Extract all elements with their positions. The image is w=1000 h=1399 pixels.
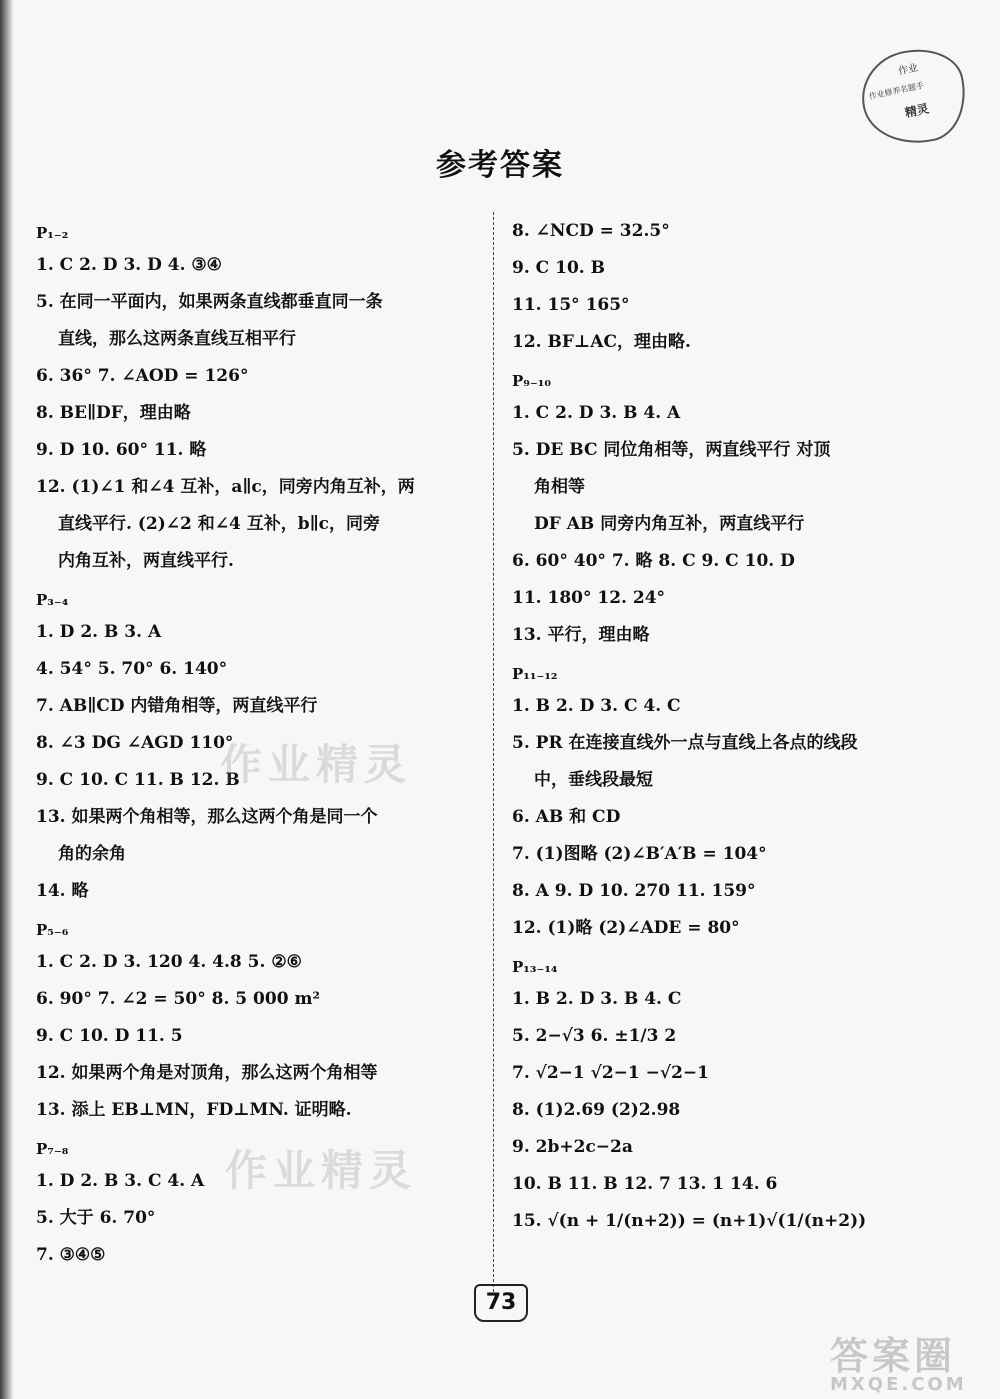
stamp-line-2: 作业修养名题手 bbox=[868, 80, 925, 102]
answer-line: 15. √(n + 1/(n+2)) = (n+1)√(1/(n+2)) bbox=[512, 1211, 867, 1231]
answer-line: 1. B 2. D 3. C 4. C bbox=[512, 696, 681, 716]
answer-line: 5. 2−√3 6. ±1/3 2 bbox=[512, 1026, 677, 1046]
answer-line: 6. AB 和 CD bbox=[512, 807, 621, 827]
section-header: P₁₋₂ bbox=[36, 224, 69, 242]
answer-line: 6. 60° 40° 7. 略 8. C 9. C 10. D bbox=[512, 551, 795, 571]
section-header: P₁₃₋₁₄ bbox=[512, 958, 558, 976]
answer-line: 8. BE∥DF，理由略 bbox=[36, 403, 191, 423]
site-watermark-url: MXQE.COM bbox=[830, 1374, 967, 1395]
section-header: P₅₋₆ bbox=[36, 921, 69, 939]
page-title: 参考答案 bbox=[436, 148, 564, 183]
answer-line: 8. ∠3 DG ∠AGD 110° bbox=[36, 733, 234, 753]
answer-line: 10. B 11. B 12. 7 13. 1 14. 6 bbox=[512, 1174, 778, 1194]
answer-line: 14. 略 bbox=[36, 881, 89, 901]
watermark: 作业精灵 bbox=[220, 740, 413, 789]
answer-line: 11. 180° 12. 24° bbox=[512, 588, 666, 608]
answer-line: 1. B 2. D 3. B 4. C bbox=[512, 989, 682, 1009]
answer-line: 8. ∠NCD = 32.5° bbox=[512, 221, 670, 241]
answer-line: 7. AB∥CD 内错角相等，两直线平行 bbox=[36, 696, 318, 716]
answer-line: 12. (1)略 (2)∠ADE = 80° bbox=[512, 918, 740, 938]
answer-line: 7. ③④⑤ bbox=[36, 1245, 106, 1265]
answer-line: 12. 如果两个角是对顶角，那么这两个角相等 bbox=[36, 1063, 378, 1083]
answer-line: 4. 54° 5. 70° 6. 140° bbox=[36, 659, 228, 679]
answer-line: 13. 如果两个角相等，那么这两个角是同一个 bbox=[36, 807, 378, 827]
answer-line: 1. C 2. D 3. 120 4. 4.8 5. ②⑥ bbox=[36, 952, 302, 972]
stamp-line-3: 精灵 bbox=[903, 101, 931, 121]
binding-edge bbox=[0, 0, 14, 1399]
answer-line: 7. √2−1 √2−1 −√2−1 bbox=[512, 1063, 709, 1083]
section-header: P₃₋₄ bbox=[36, 591, 69, 609]
answer-line: 5. 大于 6. 70° bbox=[36, 1208, 156, 1228]
answer-line: 9. C 10. D 11. 5 bbox=[36, 1026, 183, 1046]
answer-line: 6. 36° 7. ∠AOD = 126° bbox=[36, 366, 249, 386]
answer-line: DF AB 同旁内角互补，两直线平行 bbox=[534, 514, 805, 534]
answer-line: 内角互补，两直线平行. bbox=[58, 551, 234, 571]
answer-line: 5. 在同一平面内，如果两条直线都垂直同一条 bbox=[36, 292, 383, 312]
right-answer-column bbox=[512, 218, 972, 1245]
answer-line: 1. C 2. D 3. B 4. A bbox=[512, 403, 681, 423]
answer-line: 12. (1)∠1 和∠4 互补，a∥c，同旁内角互补，两 bbox=[36, 477, 415, 497]
answer-line: 1. C 2. D 3. D 4. ③④ bbox=[36, 255, 222, 275]
site-watermark bbox=[830, 1325, 967, 1395]
answer-line: 5. PR 在连接直线外一点与直线上各点的线段 bbox=[512, 733, 858, 753]
answer-line: 直线，那么这两条直线互相平行 bbox=[58, 329, 296, 349]
answer-line: 角相等 bbox=[534, 477, 585, 497]
section-header: P₉₋₁₀ bbox=[512, 372, 551, 390]
answer-line: 8. A 9. D 10. 270 11. 159° bbox=[512, 881, 756, 901]
stamp-line-1: 作业 bbox=[897, 62, 920, 78]
answer-line: 9. 2b+2c−2a bbox=[512, 1137, 633, 1157]
section-header: P₇₋₈ bbox=[36, 1140, 69, 1158]
answer-line: 13. 平行，理由略 bbox=[512, 625, 650, 645]
section-header: P₁₁₋₁₂ bbox=[512, 665, 558, 683]
answer-line: 8. (1)2.69 (2)2.98 bbox=[512, 1100, 681, 1120]
page-number: 73 bbox=[474, 1284, 528, 1322]
answer-line: 13. 添上 EB⊥MN，FD⊥MN. 证明略. bbox=[36, 1100, 352, 1120]
answer-line: 5. DE BC 同位角相等，两直线平行 对顶 bbox=[512, 440, 831, 460]
column-divider bbox=[493, 212, 494, 1292]
answer-line: 12. BF⊥AC，理由略. bbox=[512, 332, 691, 352]
answer-line: 6. 90° 7. ∠2 = 50° 8. 5 000 m² bbox=[36, 989, 320, 1009]
watermark: 作业精灵 bbox=[225, 1146, 418, 1195]
publisher-stamp bbox=[853, 40, 974, 154]
answer-line: 11. 15° 165° bbox=[512, 295, 630, 315]
site-watermark-title: 答案圈 bbox=[830, 1334, 957, 1378]
answer-line: 直线平行. (2)∠2 和∠4 互补，b∥c，同旁 bbox=[58, 514, 380, 534]
answer-line: 1. D 2. B 3. A bbox=[36, 622, 162, 642]
answer-line: 9. C 10. C 11. B 12. B bbox=[36, 770, 240, 790]
answer-line: 7. (1)图略 (2)∠B′A′B = 104° bbox=[512, 844, 767, 864]
answer-line: 角的余角 bbox=[58, 844, 126, 864]
answer-line: 中，垂线段最短 bbox=[534, 770, 653, 790]
answer-line: 9. D 10. 60° 11. 略 bbox=[36, 440, 207, 460]
answer-line: 9. C 10. B bbox=[512, 258, 605, 278]
answer-line: 1. D 2. B 3. C 4. A bbox=[36, 1171, 205, 1191]
